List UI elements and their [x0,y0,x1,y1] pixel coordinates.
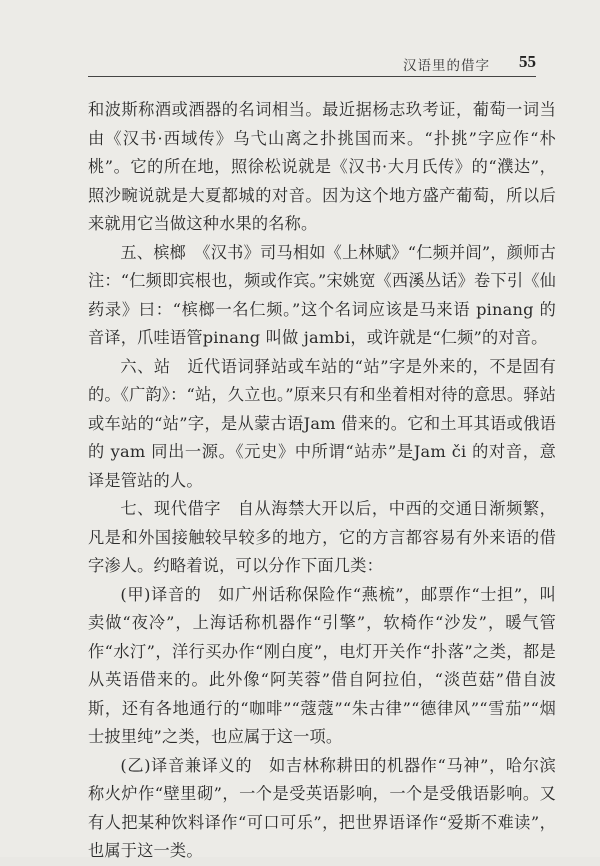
paragraph-transliteration-with-meaning: (乙)译音兼译义的 如吉林称耕田的机器作“马神”，哈尔滨称火炉作“壁里砌”，一个是受英语影响，一个是受俄语影响。又有人把某种饮料译作“可口可乐”，把世界语译作“爱斯不难读”，也属于这一类。 [88,755,556,860]
body-text [88,96,556,866]
running-title: 汉语里的借字 [403,58,490,74]
page-number: 55 [519,52,536,71]
paragraph-station: 六、站 近代语词驿站或车站的“站”字是外来的，不是固有的。《广韵》：“站，久立也。”原来只有和坐着相对待的意思。驿站或车站的“站”字，是从蒙古语Jam 借来的。它和土耳其语或俄语的 yam 同出一源。《元史》中所谓“站赤”是Jam či 的对音，意译是管站的人。 [88,356,556,490]
paragraph-transliteration: (甲)译音的 如广州话称保险作“燕梳”，邮票作“士担”，叫卖做“夜冷”，上海话称机器作“引擎”，软椅作“沙发”，暖气管作“水汀”，洋行买办作“刚白度”，电灯开关作“扑落”之类，都是从英语借来的。此外像“阿芙蓉”借自阿拉伯，“淡芭菇”借自波斯，还有各地通行的“咖啡”“蔻蔻”“朱古律”“德律风”“雪茄”“烟士披里纯”之类，也应属于这一项。 [88,584,556,746]
paragraph-grape-origin: 和波斯称酒或酒器的名词相当。最近据杨志玖考证，葡萄一词当由《汉书·西域传》乌弋山离之扑挑国而来。“扑挑”字应作“朴桃”。它的所在地，照徐松说就是《汉书·大月氏传》的“濮达”，照沙畹说就是大夏都城的对音。因为这个地方盛产葡萄，所以后来就用它当做这种水果的名称。 [88,100,556,233]
paragraph-betel-nut: 五、槟榔 《汉书》司马相如《上林赋》“仁频并闾”，颜师古注：“仁频即宾根也，频或作宾。”宋姚宽《西溪丛话》卷下引《仙药录》曰：“槟榔一名仁频。”这个名词应该是马来语 pinang 的音译，爪哇语管pinang 叫做 jambi，或许就是“仁频”的对音。 [88,242,556,347]
page-header [88,52,536,77]
paragraph-modern-loanwords: 七、现代借字 自从海禁大开以后，中西的交通日渐频繁，凡是和外国接触较早较多的地方，它的方言都容易有外来语的借字渗人。约略着说，可以分作下面几类： [88,499,556,575]
